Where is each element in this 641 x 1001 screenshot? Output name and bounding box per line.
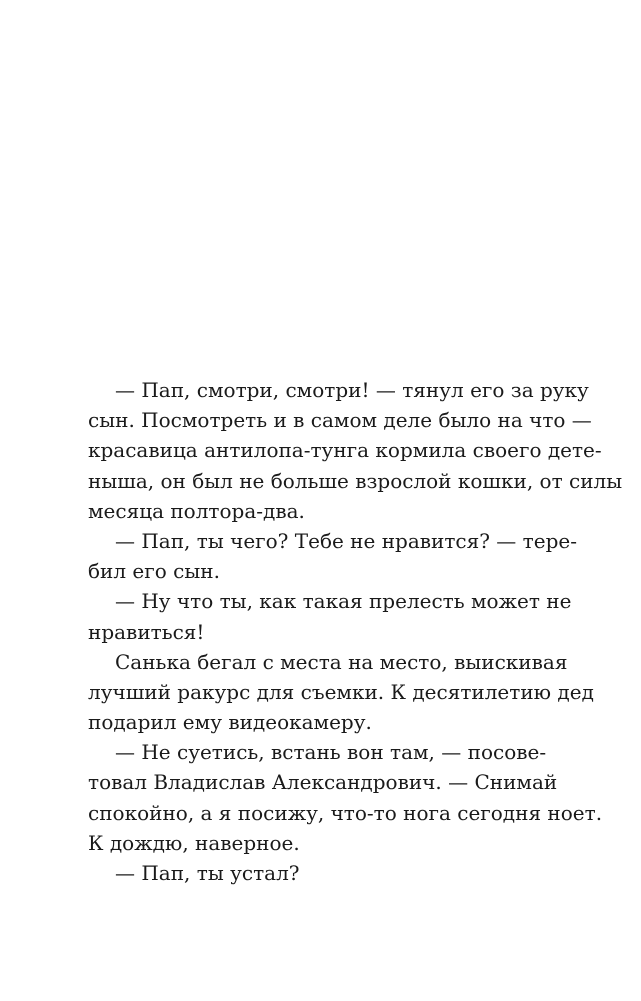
text-line: товал Владислав Александрович. — Снимай: [88, 770, 558, 795]
text-line: — Не суетись, встань вон там, — посове-: [115, 740, 547, 765]
text-line: сын. Посмотреть и в самом деле было на что —: [88, 408, 592, 433]
text-line: месяца полтора-два.: [88, 498, 305, 523]
text-line: лучший ракурс для съемки. К десятилетию дед: [88, 679, 594, 704]
text-line: ныша, он был не больше взрослой кошки, от силы: [88, 468, 623, 493]
text-line: — Пап, ты устал?: [115, 861, 300, 885]
text-line: — Пап, ты чего? Тебе не нравится? — тере-: [115, 528, 577, 553]
text-line: красавица антилопа-тунга кормила своего дете-: [88, 438, 602, 463]
text-line: спокойно, а я посижу, что-то нога сегодня ноет.: [88, 800, 603, 825]
text-line: нравиться!: [88, 619, 205, 644]
text-line: подарил ему видеокамеру.: [88, 710, 372, 735]
text-line: Санька бегал с места на место, выискивая: [115, 649, 568, 674]
text-line: — Ну что ты, как такая прелесть может не: [115, 589, 572, 614]
text-line: — Пап, смотри, смотри! — тянул его за руку: [115, 378, 589, 402]
text-line: бил его сын.: [88, 559, 220, 584]
page-text: [88, 375, 623, 888]
text-line: К дождю, наверное.: [88, 830, 300, 855]
